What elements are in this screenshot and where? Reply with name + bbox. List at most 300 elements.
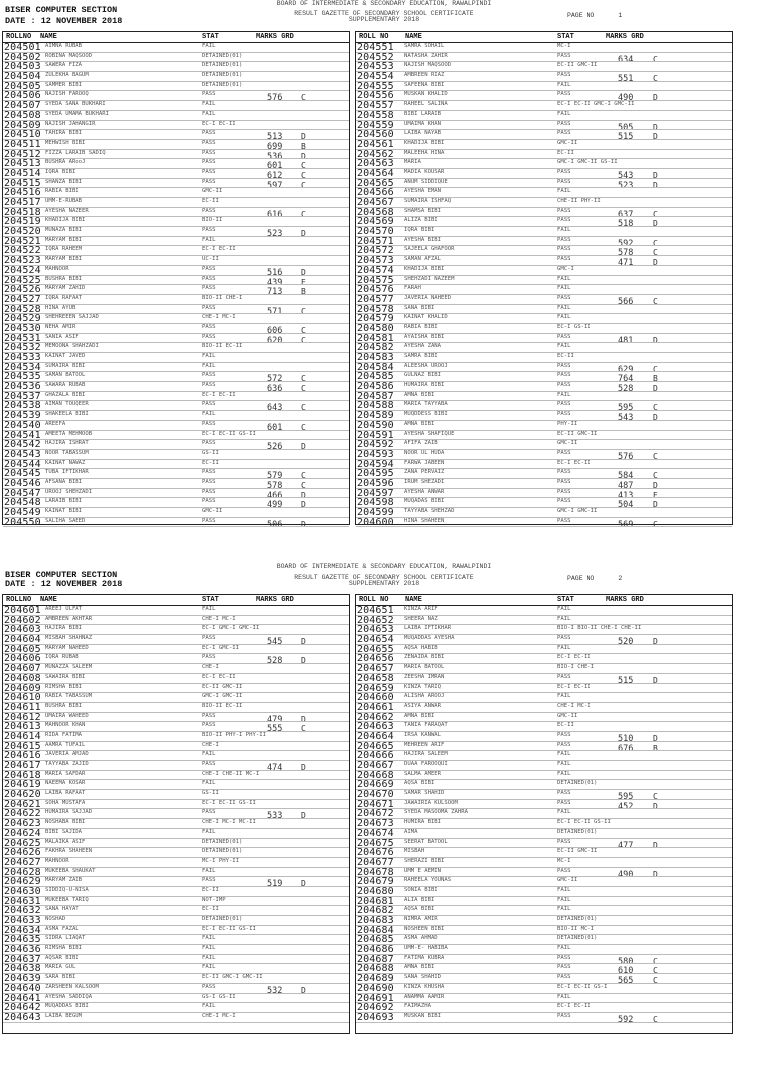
student-name: MUNAZA BIBI xyxy=(45,227,83,234)
roll-number: 204609 xyxy=(4,682,41,694)
result-status: PASS xyxy=(202,635,216,642)
result-status: FAIL xyxy=(557,770,571,777)
student-name: KHADIJA BIBI xyxy=(45,217,86,224)
student-name: AMNA BIBI xyxy=(404,712,435,719)
table-row xyxy=(356,208,732,218)
table-row xyxy=(356,179,732,189)
result-status: GMC-II xyxy=(202,188,223,195)
result-status: GMC-II xyxy=(557,712,578,719)
result-status: PASS xyxy=(202,265,216,272)
roll-number: 204505 xyxy=(4,80,41,92)
table-row xyxy=(3,771,349,781)
header-roll: ROLL NO xyxy=(359,33,389,41)
student-name: ZENAIDA BIBI xyxy=(404,654,445,661)
header-stat: STAT xyxy=(202,33,219,41)
student-name: HAJIRA BIBI xyxy=(45,625,83,632)
table-row xyxy=(356,963,732,977)
table-row xyxy=(3,479,349,489)
grade-value: B xyxy=(301,287,306,297)
marks-value: 490 xyxy=(618,869,634,880)
student-name: NOSHEEN BIBI xyxy=(404,925,445,932)
table-row xyxy=(356,305,732,315)
result-status: DETAINED(01) xyxy=(202,62,243,69)
result-status: BIO-II CHE-I xyxy=(202,294,243,301)
grade-value: E xyxy=(301,277,306,287)
table-row xyxy=(3,974,349,984)
board-title: BOARD OF INTERMEDIATE & SECONDARY EDUCATION, RAWALPINDI xyxy=(276,563,492,570)
roll-number: 204679 xyxy=(357,876,394,888)
marks-value: 566 xyxy=(618,296,634,307)
roll-number: 204598 xyxy=(357,497,394,509)
roll-number: 204665 xyxy=(357,740,394,752)
result-status: PASS xyxy=(557,964,571,971)
student-name: TANIA FARAQAT xyxy=(404,722,448,729)
table-row xyxy=(356,742,732,752)
roll-number: 204603 xyxy=(4,624,41,636)
supplementary-label: SUPPLEMENTARY 2018 xyxy=(348,16,420,23)
roll-number: 204514 xyxy=(4,167,41,179)
student-name: MADIA KOUSAR xyxy=(404,168,445,175)
roll-number: 204584 xyxy=(357,361,394,373)
section-label: BISER COMPUTER SECTION xyxy=(5,570,118,580)
table-row xyxy=(356,489,732,499)
student-name: IQRA RAFAAT xyxy=(45,294,83,301)
roll-number: 204616 xyxy=(4,750,41,762)
table-row xyxy=(356,237,732,247)
table-row xyxy=(3,829,349,839)
student-name: MUQADDAS AYESHA xyxy=(404,635,455,642)
student-name: SUMAIRA BIBI xyxy=(45,362,86,369)
student-name: MARYAM NAHEED xyxy=(45,644,89,651)
student-name: NOSHAD xyxy=(45,916,66,922)
table-row xyxy=(356,150,732,160)
result-status: BIO-I BIO-II CHE-I CHE-II xyxy=(557,625,642,632)
roll-number: 204550 xyxy=(4,516,41,528)
roll-number: 204607 xyxy=(4,663,41,675)
student-name: ASMA AHMAD xyxy=(404,935,438,942)
table-row xyxy=(3,411,349,421)
table-row xyxy=(356,722,732,732)
result-status: PASS xyxy=(557,91,571,98)
result-status: DETAINED(01) xyxy=(557,828,598,835)
table-row xyxy=(356,227,732,237)
student-name: AMNA BIBI xyxy=(404,391,435,398)
table-row xyxy=(3,742,349,752)
table-row xyxy=(356,654,732,664)
student-name: HUMIRA BIBI xyxy=(404,819,442,826)
student-name: ASIYA ANWAR xyxy=(404,702,442,709)
result-status: DETAINED(01) xyxy=(557,916,598,922)
table-row xyxy=(356,53,732,63)
roll-number: 204504 xyxy=(4,71,41,83)
result-status: PASS xyxy=(202,304,216,311)
result-status: FAIL xyxy=(202,110,216,117)
student-name: ALISHA AROOJ xyxy=(404,693,445,700)
result-status: EC-II GMC-II xyxy=(202,683,243,690)
table-row xyxy=(356,400,732,414)
table-row xyxy=(356,868,732,878)
roll-number: 204610 xyxy=(4,692,41,704)
table-row xyxy=(3,198,349,208)
table-row xyxy=(356,43,732,53)
marks-value: 477 xyxy=(618,840,634,851)
roll-number: 204527 xyxy=(4,293,41,305)
roll-number: 204582 xyxy=(357,342,394,354)
roll-number: 204599 xyxy=(357,507,394,518)
roll-number: 204597 xyxy=(357,487,394,499)
student-name: SAMRA BIBI xyxy=(404,353,438,359)
table-row xyxy=(3,208,349,218)
roll-number: 204608 xyxy=(4,672,41,684)
grade-value: C xyxy=(653,296,658,306)
roll-number: 204585 xyxy=(357,371,394,383)
student-name: ZEESHA IMRAN xyxy=(404,673,445,680)
result-status: GMC-II xyxy=(557,139,578,146)
student-name: KINZA ARIF xyxy=(404,606,438,612)
marks-value: 592 xyxy=(618,238,634,249)
roll-number: 204563 xyxy=(357,158,394,170)
header-marks: MARKS GRD xyxy=(256,33,294,41)
table-row xyxy=(356,62,732,72)
table-row xyxy=(3,295,349,305)
marks-value: 595 xyxy=(618,792,634,803)
roll-number: 204593 xyxy=(357,448,394,460)
roll-number: 204612 xyxy=(4,711,41,723)
student-name: IQRA BIBI xyxy=(404,227,435,234)
student-name: DUAA FAROOQUI xyxy=(404,761,448,767)
roll-number: 204549 xyxy=(4,507,41,518)
roll-number: 204560 xyxy=(357,129,394,141)
student-name: SYEDA UMAMA BUKHARI xyxy=(45,110,109,117)
student-name: FATIMA KUBRA xyxy=(404,954,445,961)
result-status: EC-II xyxy=(202,906,219,913)
student-name: KAINAT KHALID xyxy=(404,314,448,321)
student-name: AYESHA NAZEER xyxy=(45,207,89,214)
grade-value: C xyxy=(301,325,306,335)
header-name: NAME xyxy=(405,33,422,41)
roll-number: 204574 xyxy=(357,264,394,276)
student-name: MUKEEBA SHAUKAT xyxy=(45,867,96,874)
roll-number: 204532 xyxy=(4,342,41,354)
roll-number: 204588 xyxy=(357,400,394,412)
roll-number: 204562 xyxy=(357,148,394,160)
result-status: GS-II xyxy=(202,449,219,456)
result-status: BIO-II EC-II xyxy=(202,702,243,709)
result-status: FAIL xyxy=(557,809,571,816)
result-status: CHE-I MC-I MC-II xyxy=(202,819,256,826)
roll-number: 204631 xyxy=(4,895,41,907)
result-status: EC-II GMC-II xyxy=(557,848,598,855)
table-row xyxy=(3,276,349,286)
marks-value: 636 xyxy=(267,384,283,395)
roll-number: 204516 xyxy=(4,187,41,199)
student-name: FAIMAZHA xyxy=(404,1003,431,1010)
table-row xyxy=(3,62,349,72)
grade-value: C xyxy=(653,519,658,529)
marks-value: 597 xyxy=(267,180,283,191)
result-status: FAIL xyxy=(557,343,571,350)
marks-value: 676 xyxy=(618,743,634,754)
result-status: PASS xyxy=(202,149,216,156)
result-status: PASS xyxy=(557,401,571,408)
result-status: PASS xyxy=(557,362,571,369)
student-name: AMNA BIBI xyxy=(404,420,435,427)
roll-number: 204625 xyxy=(4,837,41,849)
student-name: MARYAM BIBI xyxy=(45,256,83,263)
student-name: MUNAZZA SALEEM xyxy=(45,664,93,671)
results-table-left xyxy=(2,31,350,530)
roll-number: 204529 xyxy=(4,313,41,325)
student-name: LARAIB BIBI xyxy=(45,498,83,505)
grade-value: D xyxy=(301,519,306,529)
table-row xyxy=(356,363,732,373)
result-status: DETAINED(01) xyxy=(202,838,243,845)
roll-number: 204561 xyxy=(357,138,394,150)
roll-number: 204605 xyxy=(4,643,41,655)
result-status: EC-I EC-II GS-I xyxy=(557,983,608,990)
student-name: SAMAN AFZAL xyxy=(404,256,442,263)
result-status: EC-I EC-II xyxy=(202,120,236,127)
roll-number: 204569 xyxy=(357,216,394,228)
student-name: MARIA TAYYABA xyxy=(404,401,448,408)
student-name: SHANZA BIBI xyxy=(45,178,83,185)
table-row xyxy=(3,713,349,723)
result-status: CHE-I xyxy=(202,741,219,748)
roll-number: 204653 xyxy=(357,624,394,636)
roll-number: 204668 xyxy=(357,769,394,781)
result-status: CHE-I MC-I xyxy=(202,615,236,622)
student-name: TAYYABA SHEHZAD xyxy=(404,508,455,514)
date-label: DATE : 12 NOVEMBER 2018 xyxy=(5,16,123,26)
table-row xyxy=(3,188,349,198)
grade-value: D xyxy=(301,500,306,510)
student-name: SALMA AMEER xyxy=(404,770,442,777)
result-status: PASS xyxy=(557,488,571,495)
result-status: EC-I EC-II GS-II xyxy=(202,925,256,932)
table-row xyxy=(356,887,732,897)
grade-value: C xyxy=(653,403,658,413)
result-status: EC-II GMC-II xyxy=(557,62,598,69)
page-number xyxy=(567,575,622,582)
result-status: PASS xyxy=(557,333,571,340)
grade-value: C xyxy=(301,480,306,490)
grade-value: D xyxy=(301,151,306,161)
roll-number: 204639 xyxy=(4,973,41,985)
grade-value: C xyxy=(653,792,658,802)
roll-number: 204683 xyxy=(357,915,394,926)
result-status: EC-I GMC-II xyxy=(202,644,240,651)
result-status: DETAINED(01) xyxy=(202,848,243,855)
marks-value: 580 xyxy=(618,956,634,967)
header-name: NAME xyxy=(40,596,57,604)
roll-number: 204632 xyxy=(4,905,41,917)
roll-number: 204545 xyxy=(4,468,41,480)
student-name: RABIA BIBI xyxy=(404,323,438,330)
table-row xyxy=(3,353,349,363)
table-row xyxy=(356,616,732,626)
result-status: EC-II xyxy=(202,886,219,893)
student-name: SHAKEELA BIBI xyxy=(45,411,89,418)
student-name: UROOJ SHEHZADI xyxy=(45,488,93,495)
result-status: PASS xyxy=(557,207,571,214)
result-status: PASS xyxy=(557,246,571,253)
student-name: BUSHRA BIBI xyxy=(45,702,83,709)
roll-number: 204675 xyxy=(357,837,394,849)
student-name: SANA HAYAT xyxy=(45,906,79,913)
table-row xyxy=(356,664,732,674)
result-status: PASS xyxy=(202,178,216,185)
roll-number: 204617 xyxy=(4,760,41,771)
table-row xyxy=(356,645,732,655)
table-row xyxy=(356,421,732,431)
roll-number: 204543 xyxy=(4,448,41,460)
header-name: NAME xyxy=(40,33,57,41)
table-row xyxy=(3,363,349,373)
grade-value: C xyxy=(301,724,306,734)
grade-value: D xyxy=(653,335,658,345)
result-status: PASS xyxy=(202,159,216,166)
roll-number: 204552 xyxy=(357,51,394,63)
table-row xyxy=(3,343,349,353)
table-row xyxy=(3,169,349,179)
result-status: EC-II xyxy=(557,353,574,359)
result-status: EC-I EC-II GS-II xyxy=(557,819,611,826)
student-name: KINZA TARIQ xyxy=(404,683,442,690)
student-name: FARAH xyxy=(404,285,421,292)
student-name: RIMSHA BIBI xyxy=(45,945,83,952)
result-status: FAIL xyxy=(557,227,571,234)
result-status: EC-I EC-II xyxy=(557,683,591,690)
table-row xyxy=(356,101,732,111)
result-status: PASS xyxy=(557,799,571,806)
grade-value: D xyxy=(653,637,658,647)
roll-number: 204576 xyxy=(357,284,394,296)
student-name: ZANA PERVAIZ xyxy=(404,469,445,476)
table-row xyxy=(3,237,349,247)
result-status: PASS xyxy=(557,498,571,505)
marks-value: 572 xyxy=(267,374,283,385)
result-status: EC-I EC-II xyxy=(202,391,236,398)
student-name: JAVERIA NAHEED xyxy=(404,294,452,301)
grade-value: D xyxy=(653,122,658,132)
student-name: HAJIRA ISHRAT xyxy=(45,440,89,447)
grade-value: C xyxy=(301,93,306,103)
marks-value: 601 xyxy=(267,161,283,172)
table-row xyxy=(356,684,732,694)
student-name: HINA AYUB xyxy=(45,304,76,311)
result-status: PASS xyxy=(202,323,216,330)
grade-value: D xyxy=(653,258,658,268)
student-name: SIDRA LIAQAT xyxy=(45,935,86,942)
student-name: BUSHRA BIBI xyxy=(45,275,83,282)
table-row xyxy=(3,72,349,82)
marks-value: 526 xyxy=(267,442,283,453)
student-name: UMM-E-RUBAB xyxy=(45,198,83,204)
roll-number: 204634 xyxy=(4,924,41,936)
table-row xyxy=(356,674,732,684)
table-row xyxy=(356,906,732,916)
result-status: FAIL xyxy=(557,615,571,622)
student-name: RABIA TABASSUM xyxy=(45,693,93,700)
grade-value: D xyxy=(301,763,306,772)
marks-value: 515 xyxy=(618,675,634,686)
result-status: PASS xyxy=(557,372,571,379)
result-status: DETAINED(01) xyxy=(202,72,243,79)
student-name: SIDDIQ-U-NISA xyxy=(45,886,89,893)
header-marks: MARKS GRD xyxy=(606,596,644,604)
roll-number: 204685 xyxy=(357,934,394,946)
student-name: TAHIRA BIBI xyxy=(45,130,83,137)
student-name: MEHWISH BIBI xyxy=(45,139,86,146)
grade-value: D xyxy=(653,132,658,142)
roll-number: 204509 xyxy=(4,119,41,131)
student-name: ALEESHA UROOJ xyxy=(404,362,448,369)
result-status: PASS xyxy=(202,275,216,282)
table-row xyxy=(356,839,732,849)
table-row xyxy=(3,625,349,635)
result-status: FAIL xyxy=(202,606,216,612)
result-status: PASS xyxy=(557,72,571,79)
header-roll: ROLLNO xyxy=(6,596,32,604)
roll-number: 204521 xyxy=(4,235,41,247)
header-stat: STAT xyxy=(557,33,574,41)
roll-number: 204690 xyxy=(357,982,394,994)
result-status: EC-II GMC-II xyxy=(557,430,598,437)
grade-value: C xyxy=(653,74,658,84)
student-name: SHEHZADI NAZEEM xyxy=(404,275,455,282)
roll-number: 204536 xyxy=(4,381,41,393)
result-status: FAIL xyxy=(202,954,216,961)
roll-number: 204592 xyxy=(357,439,394,451)
table-row xyxy=(356,431,732,441)
student-name: MEMOONA SHAHZADI xyxy=(45,343,99,350)
roll-number: 204629 xyxy=(4,876,41,888)
result-status: FAIL xyxy=(557,606,571,612)
grade-value: D xyxy=(301,442,306,452)
table-row xyxy=(3,858,349,868)
table-row xyxy=(356,90,732,104)
table-row xyxy=(356,761,732,771)
marks-value: 533 xyxy=(267,811,283,822)
table-row xyxy=(3,645,349,655)
grade-value: D xyxy=(653,219,658,229)
roll-number: 204554 xyxy=(357,71,394,83)
grade-value: D xyxy=(301,656,306,666)
result-status: BIO-II EC-II xyxy=(202,343,243,350)
student-name: MISBAH SHAHNAZ xyxy=(45,635,93,642)
header-marks: MARKS GRD xyxy=(606,33,644,41)
result-status: PASS xyxy=(557,954,571,961)
result-status: NOT-IMP xyxy=(202,896,226,903)
table-row xyxy=(356,169,732,179)
student-name: HUMAIRA SAJJAD xyxy=(45,809,93,816)
student-name: KINZA KHUSHA xyxy=(404,983,445,990)
table-row xyxy=(3,887,349,897)
table-row xyxy=(3,664,349,674)
result-status: FAIL xyxy=(557,275,571,282)
student-name: MALEEHA HINA xyxy=(404,149,445,156)
table-row xyxy=(356,121,732,131)
table-row xyxy=(3,693,349,703)
student-name: RAHEELA YOUNAS xyxy=(404,877,452,884)
roll-number: 204577 xyxy=(357,293,394,305)
table-row xyxy=(356,82,732,92)
result-status: FAIL xyxy=(557,906,571,913)
table-row xyxy=(356,926,732,936)
table-row xyxy=(356,518,732,528)
table-row xyxy=(3,371,349,385)
table-row xyxy=(356,625,732,635)
